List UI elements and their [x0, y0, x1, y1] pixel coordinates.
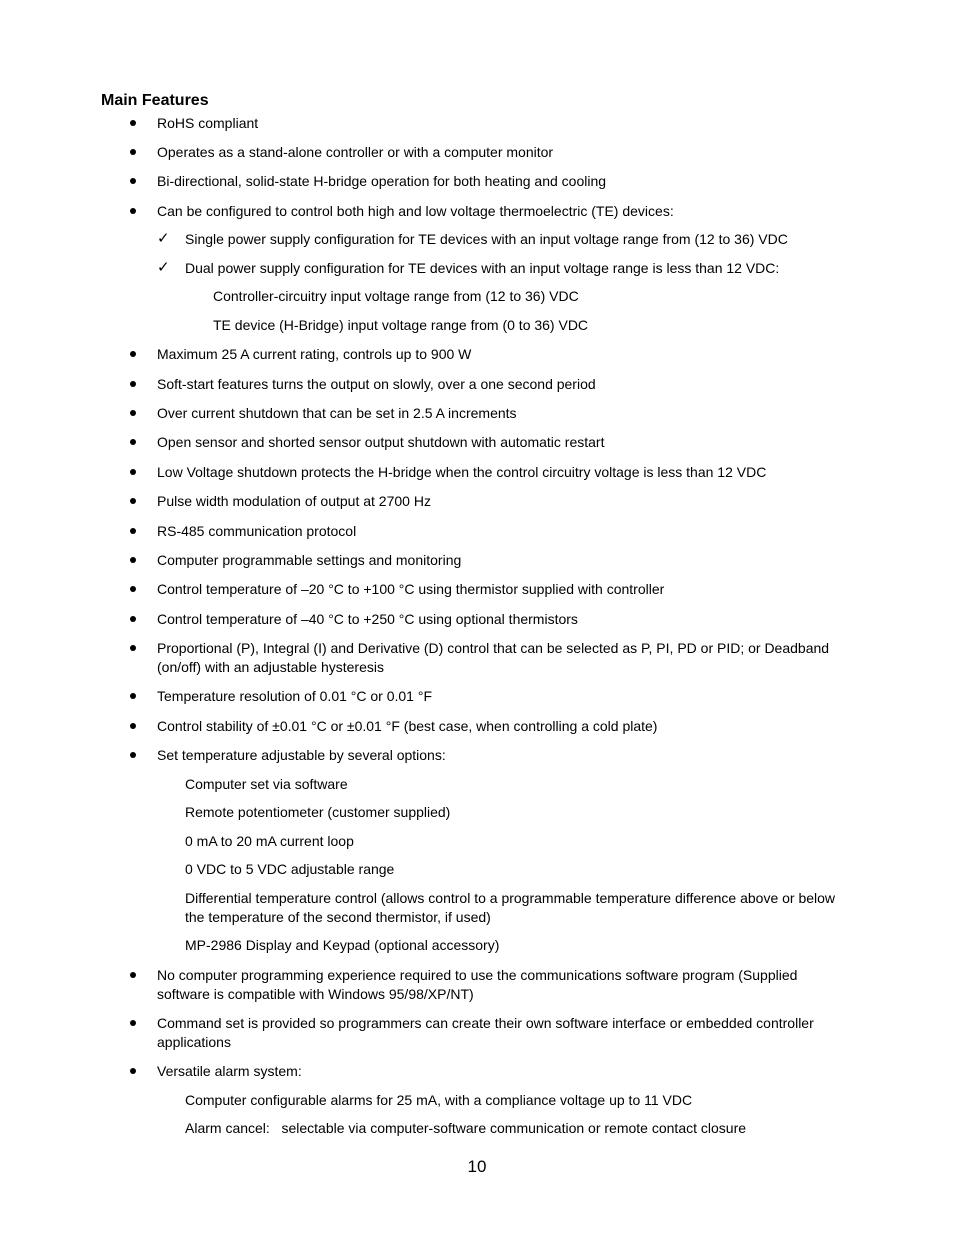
feature-item: Low Voltage shutdown protects the H-bridge when the control circuitry voltage is less than 12 VDC	[157, 464, 767, 480]
bullet	[129, 687, 139, 706]
bullet	[129, 375, 139, 394]
sub-item: 0 VDC to 5 VDC adjustable range	[185, 861, 395, 877]
bullet	[129, 404, 139, 423]
bullet	[129, 463, 139, 482]
bullet	[129, 717, 139, 736]
bullet	[129, 966, 139, 985]
sub-item: Computer configurable alarms for 25 mA, with a compliance voltage up to 11 VDC	[185, 1092, 693, 1108]
feature-item-continuation: applications	[157, 1034, 231, 1050]
bullet	[129, 610, 139, 629]
sub-item-continuation: the temperature of the second thermistor, if used)	[185, 909, 491, 925]
bullet	[129, 1062, 139, 1081]
feature-item: Temperature resolution of 0.01 °C or 0.01 °F	[157, 688, 433, 704]
sub-feature-item: Dual power supply configuration for TE devices with an input voltage range is less than 12 VDC:	[185, 260, 780, 276]
sub-sub-item: Controller-circuitry input voltage range from (12 to 36) VDC	[213, 288, 579, 304]
feature-item: Can be configured to control both high and low voltage thermoelectric (TE) devices:	[157, 203, 674, 219]
bullet	[129, 580, 139, 599]
bullet	[129, 551, 139, 570]
bullet	[129, 746, 139, 765]
sub-feature-item: Single power supply configuration for TE devices with an input voltage range from (12 to 36) VDC	[185, 231, 788, 247]
bullet	[129, 345, 139, 364]
feature-item: RS-485 communication protocol	[157, 523, 357, 539]
feature-item: Pulse width modulation of output at 2700 Hz	[157, 493, 431, 509]
page-number: 10	[467, 1157, 487, 1176]
bullet	[129, 143, 139, 162]
sub-item: Computer set via software	[185, 776, 348, 792]
sub-item: Differential temperature control (allows control to a programmable temperature difference above or below	[185, 890, 836, 906]
section-heading: Main Features	[101, 92, 209, 109]
feature-item: Over current shutdown that can be set in 2.5 A increments	[157, 405, 517, 421]
feature-item: Open sensor and shorted sensor output shutdown with automatic restart	[157, 434, 605, 450]
feature-item: Proportional (P), Integral (I) and Derivative (D) control that can be selected as P, PI, PD or PID; or Deadband	[157, 640, 830, 656]
feature-item: Computer programmable settings and monitoring	[157, 552, 462, 568]
bullet	[129, 492, 139, 511]
bullet	[129, 433, 139, 452]
feature-item: Soft-start features turns the output on slowly, over a one second period	[157, 376, 596, 392]
sub-item: Remote potentiometer (customer supplied)	[185, 804, 451, 820]
feature-item: RoHS compliant	[157, 115, 259, 131]
bullet	[129, 114, 139, 133]
feature-item: Maximum 25 A current rating, controls up to 900 W	[157, 346, 472, 362]
feature-item: Control temperature of –40 °C to +250 °C using optional thermistors	[157, 611, 578, 627]
bullet	[129, 522, 139, 541]
feature-item: Operates as a stand-alone controller or with a computer monitor	[157, 144, 554, 160]
bullet	[129, 1014, 139, 1033]
feature-item: Command set is provided so programmers can create their own software interface or embedded controller	[157, 1015, 814, 1031]
feature-item-continuation: software is compatible with Windows 95/98/XP/NT)	[157, 986, 474, 1002]
feature-item-continuation: (on/off) with an adjustable hysteresis	[157, 659, 384, 675]
sub-sub-item: TE device (H-Bridge) input voltage range from (0 to 36) VDC	[213, 317, 589, 333]
sub-item: 0 mA to 20 mA current loop	[185, 833, 354, 849]
feature-item: No computer programming experience required to use the communications software program (Supplied	[157, 967, 798, 983]
sub-item: Alarm cancel: selectable via computer-software communication or remote contact closure	[185, 1120, 747, 1136]
bullet	[129, 172, 139, 191]
bullet	[129, 639, 139, 658]
bullet	[129, 202, 139, 221]
sub-item: MP-2986 Display and Keypad (optional accessory)	[185, 937, 500, 953]
checkmark-icon: ✓	[157, 230, 170, 247]
checkmark-icon: ✓	[157, 259, 170, 276]
feature-item: Bi-directional, solid-state H-bridge operation for both heating and cooling	[157, 173, 607, 189]
feature-item: Versatile alarm system:	[157, 1063, 302, 1079]
feature-item: Set temperature adjustable by several options:	[157, 747, 446, 763]
feature-item: Control stability of ±0.01 °C or ±0.01 °F (best case, when controlling a cold plate)	[157, 718, 658, 734]
feature-item: Control temperature of –20 °C to +100 °C using thermistor supplied with controller	[157, 581, 665, 597]
